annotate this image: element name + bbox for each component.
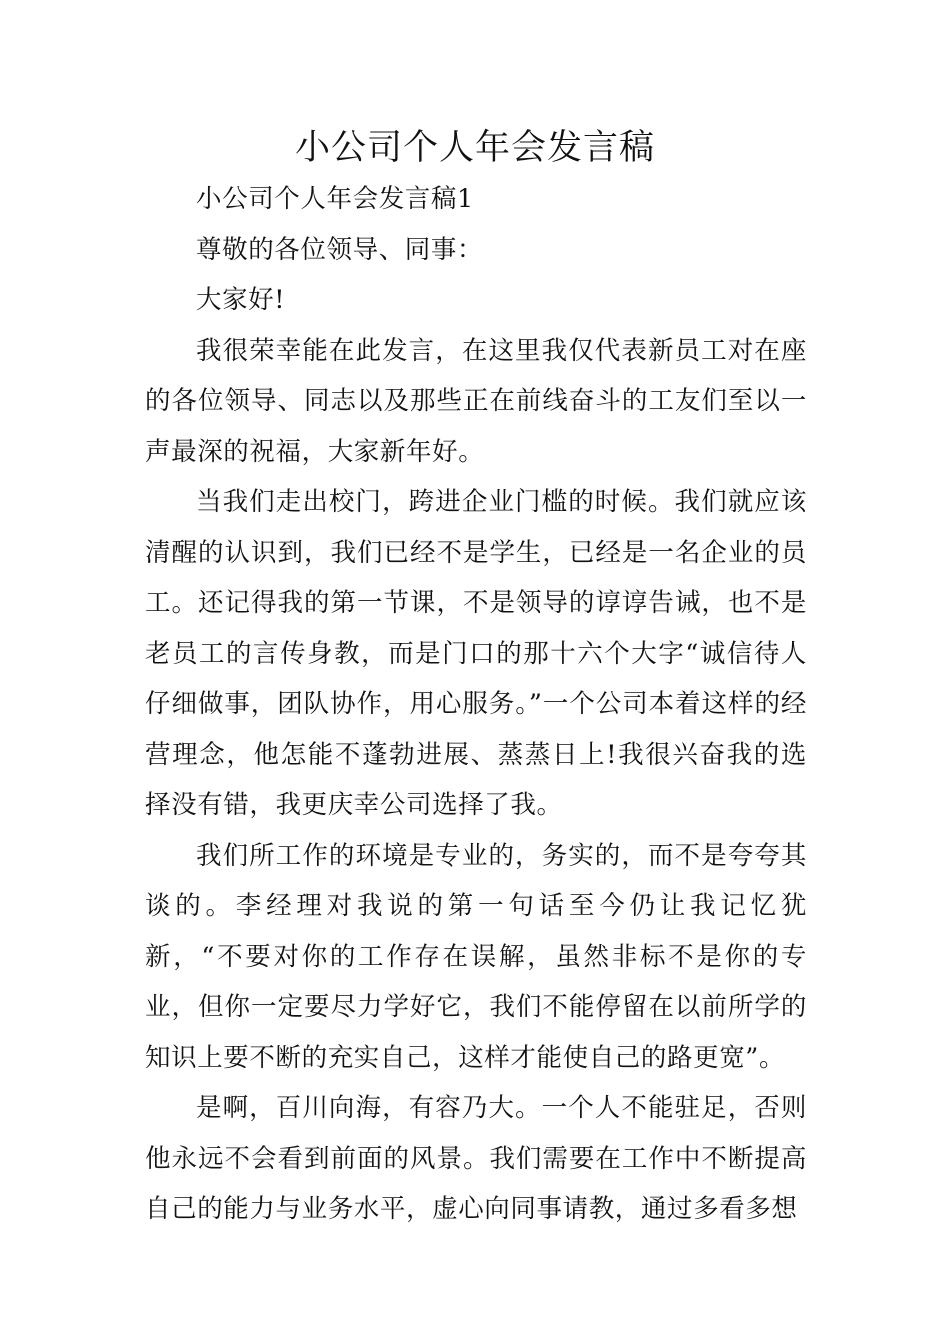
paragraph-greeting: 大家好!	[196, 285, 286, 315]
paragraph-subtitle: 小公司个人年会发言稿1	[196, 184, 474, 214]
paragraph-intro: 我很荣幸能在此发言，在这里我仅代表新员工对在座的各位领导、同志以及那些正在前线奋斗的工友们至以一声最深的祝福，大家新年好。	[145, 335, 807, 467]
paragraph-self-improvement: 是啊，百川向海，有容乃大。一个人不能驻足，否则他永远不会看到前面的风景。我们需要在工作中不断提高自己的能力与业务水平，虚心向同事请教，通过多看多想	[145, 1093, 807, 1224]
paragraph-work-environment: 我们所工作的环境是专业的，务实的，而不是夸夸其谈的。李经理对我说的第一句话至今仍让我记忆犹新，“不要对你的工作存在误解，虽然非标不是你的专业，但你一定要尽力学好它，我们不能停留在以前所学的知识上要不断的充实自己，这样才能使自己的路更宽”。	[145, 840, 807, 1073]
paragraph-company-values: 当我们走出校门，跨进企业门槛的时候。我们就应该清醒的认识到，我们已经不是学生，已经是一名企业的员工。还记得我的第一节课，不是领导的谆谆告诫，也不是老员工的言传身教，而是门口的那十六个大字“诚信待人仔细做事，团队协作，用心服务。”一个公司本着这样的经营理念，他怎能不蓬勃进展、蒸蒸日上!我很兴奋我的选择没有错，我更庆幸公司选择了我。	[145, 487, 807, 820]
paragraph-salutation: 尊敬的各位领导、同事：	[196, 234, 484, 265]
document-body	[145, 174, 807, 1235]
document-title: 小公司个人年会发言稿	[294, 128, 655, 168]
